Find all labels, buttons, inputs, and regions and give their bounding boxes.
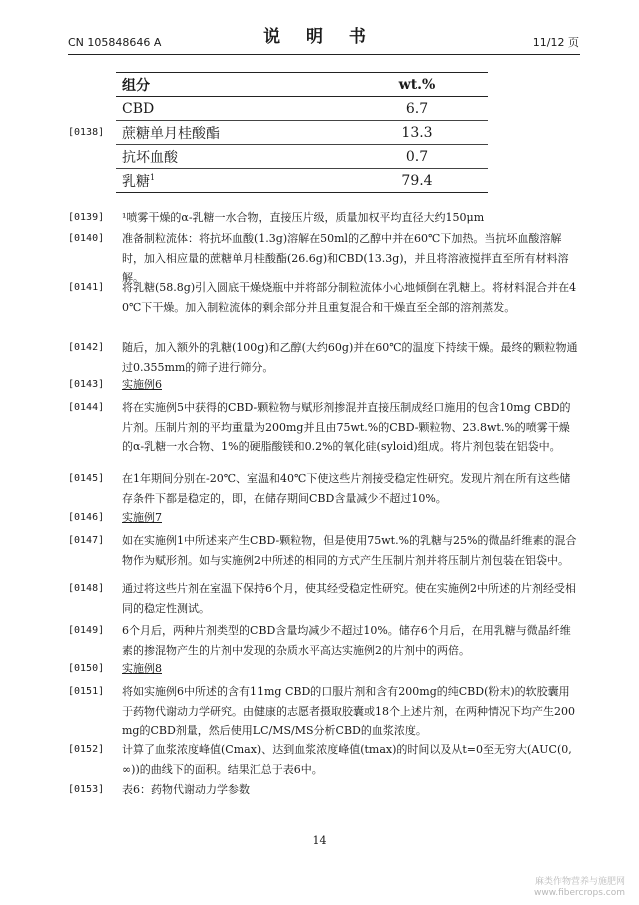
paragraph-text: 表6：药物代谢动力学参数 bbox=[122, 783, 250, 796]
paragraph-text: 将乳糖(58.8g)引入圆底干燥烧瓶中并将部分制粒流体小心地倾倒在乳糖上。将材料混合并在40℃下干燥。加入制粒流体的剩余部分并且重复混合和干燥直至全部的溶剂蒸发。 bbox=[122, 281, 577, 314]
paragraph-number: [0141] bbox=[68, 282, 105, 293]
paragraph-text: 如在实施例1中所述来产生CBD-颗粒物，但是使用75wt.%的乳糖与25%的微晶纤维素的混合物作为赋形剂。如与实施例2中所述的相同的方式产生压制片剂并将压制片剂包装在铝袋中。 bbox=[122, 534, 577, 567]
paragraph-text: 通过将这些片剂在室温下保持6个月，使其经受稳定性研究。使在实施例2中所述的片剂经受相同的稳定性测试。 bbox=[122, 582, 576, 615]
paragraph-text: 在1年期间分别在-20℃、室温和40℃下使这些片剂接受稳定性研究。发现片剂在所有这些储存条件下都是稳定的，即，在储存期间CBD含量减少不超过10%。 bbox=[122, 472, 571, 505]
paragraph-number: [0143] bbox=[68, 379, 105, 390]
component-name: 乳糖$^1$ bbox=[116, 169, 346, 193]
document-title: 说 明 书 bbox=[263, 27, 376, 47]
paragraph bbox=[68, 278, 578, 317]
paragraph-number: [0149] bbox=[68, 625, 105, 636]
paragraph bbox=[68, 398, 578, 457]
paragraph-number: [0147] bbox=[68, 535, 105, 546]
paragraph-number: [0148] bbox=[68, 583, 105, 594]
paragraph bbox=[68, 208, 578, 228]
paragraph-text: ¹喷雾干燥的α-乳糖一水合物，直接压片级，质量加权平均直径大约150μm bbox=[122, 211, 485, 224]
paragraph-text: 将如实施例6中所述的含有11mg CBD的口服片剂和含有200mg的纯CBD(粉末)的软胶囊用于药物代谢动力学研究。由健康的志愿者摄取胶囊或18个上述片剂，在两种情况下均产生200mg的CBD剂量，然后使用LC/MS/MS分析CBD的血浆浓度。 bbox=[122, 685, 575, 737]
table-row bbox=[116, 121, 488, 145]
paragraph bbox=[68, 579, 578, 618]
paragraph bbox=[68, 621, 578, 660]
section-heading bbox=[68, 659, 578, 679]
page-number: 14 bbox=[312, 834, 327, 847]
component-name: 蔗糖单月桂酸酯 bbox=[116, 121, 346, 145]
paragraph-text: 6个月后，两种片剂类型的CBD含量均减少不超过10%。储存6个月后，在用乳糖与微晶纤维素的掺混物产生的片剂中发现的杂质水平高达实施例2的片剂中的两倍。 bbox=[122, 624, 571, 657]
table-header-row bbox=[116, 73, 488, 97]
paragraph bbox=[68, 338, 578, 377]
paragraph bbox=[68, 469, 578, 508]
paragraph-text: 随后，加入额外的乳糖(100g)和乙醇(大约60g)并在60℃的温度下持续干燥。最终的颗粒物通过0.355mm的筛子进行筛分。 bbox=[122, 341, 578, 374]
document-number: CN 105848646 A bbox=[68, 36, 162, 49]
column-header-component: 组分 bbox=[116, 73, 346, 97]
paragraph-number: [0142] bbox=[68, 342, 105, 353]
watermark-line-1: 麻类作物营养与施肥网 bbox=[534, 877, 625, 887]
paragraph-number: [0150] bbox=[68, 663, 105, 674]
paragraph-number: [0145] bbox=[68, 473, 105, 484]
paragraph-text: 实施例7 bbox=[122, 511, 162, 524]
watermark bbox=[534, 877, 625, 899]
component-wt-value: 13.3 bbox=[346, 121, 488, 145]
table-row bbox=[116, 169, 488, 193]
paragraph-text: 将在实施例5中获得的CBD-颗粒物与赋形剂掺混并直接压制成经口施用的包含10mg CBD的片剂。压制片剂的平均重量为200mg并且由75wt.%的CBD-颗粒物、23.8wt.%的喷雾干燥的α-乳糖一水合物、1%的硬脂酸镁和0.2%的氧化硅(syloid)组成。将片剂包装在铝袋中。 bbox=[122, 401, 571, 453]
page-indicator: 11/12 页 bbox=[532, 36, 579, 49]
paragraph-number: [0151] bbox=[68, 686, 105, 697]
section-heading bbox=[68, 375, 578, 395]
paragraph-text: 实施例8 bbox=[122, 662, 162, 675]
header-rule bbox=[68, 54, 580, 55]
component-wt-value: 0.7 bbox=[346, 145, 488, 169]
paragraph-number: [0152] bbox=[68, 744, 105, 755]
component-wt-value: 79.4 bbox=[346, 169, 488, 193]
paragraph bbox=[68, 531, 578, 570]
component-name: 抗坏血酸 bbox=[116, 145, 346, 169]
table-row bbox=[116, 97, 488, 121]
paragraph bbox=[68, 780, 578, 800]
paragraph-number: [0140] bbox=[68, 233, 105, 244]
paragraph-number: [0153] bbox=[68, 784, 105, 795]
table-row bbox=[116, 145, 488, 169]
table-paragraph-tag: [0138] bbox=[68, 127, 105, 138]
paragraph-number: [0146] bbox=[68, 512, 105, 523]
paragraph-text: 计算了血浆浓度峰值(Cmax)、达到血浆浓度峰值(tmax)的时间以及从t=0至无穷大(AUC(0,∞))的曲线下的面积。结果汇总于表6中。 bbox=[122, 743, 572, 776]
section-heading bbox=[68, 508, 578, 528]
paragraph-number: [0139] bbox=[68, 212, 105, 223]
component-name: CBD bbox=[116, 97, 346, 121]
column-header-wt: wt.% bbox=[346, 73, 488, 97]
watermark-line-2: www.fibercrops.com bbox=[534, 888, 625, 898]
paragraph-number: [0144] bbox=[68, 402, 105, 413]
composition-table bbox=[116, 72, 488, 193]
paragraph-text: 实施例6 bbox=[122, 378, 162, 391]
paragraph bbox=[68, 682, 578, 741]
paragraph-text: 准备制粒流体：将抗坏血酸(1.3g)溶解在50ml的乙醇中并在60℃下加热。当抗坏血酸溶解时，加入相应量的蔗糖单月桂酸酯(26.6g)和CBD(13.3g)，并且将溶液搅拌直至所有材料溶解。 bbox=[122, 232, 569, 284]
footnote-marker: 1 bbox=[150, 172, 156, 182]
paragraph bbox=[68, 740, 578, 779]
component-wt-value: 6.7 bbox=[346, 97, 488, 121]
